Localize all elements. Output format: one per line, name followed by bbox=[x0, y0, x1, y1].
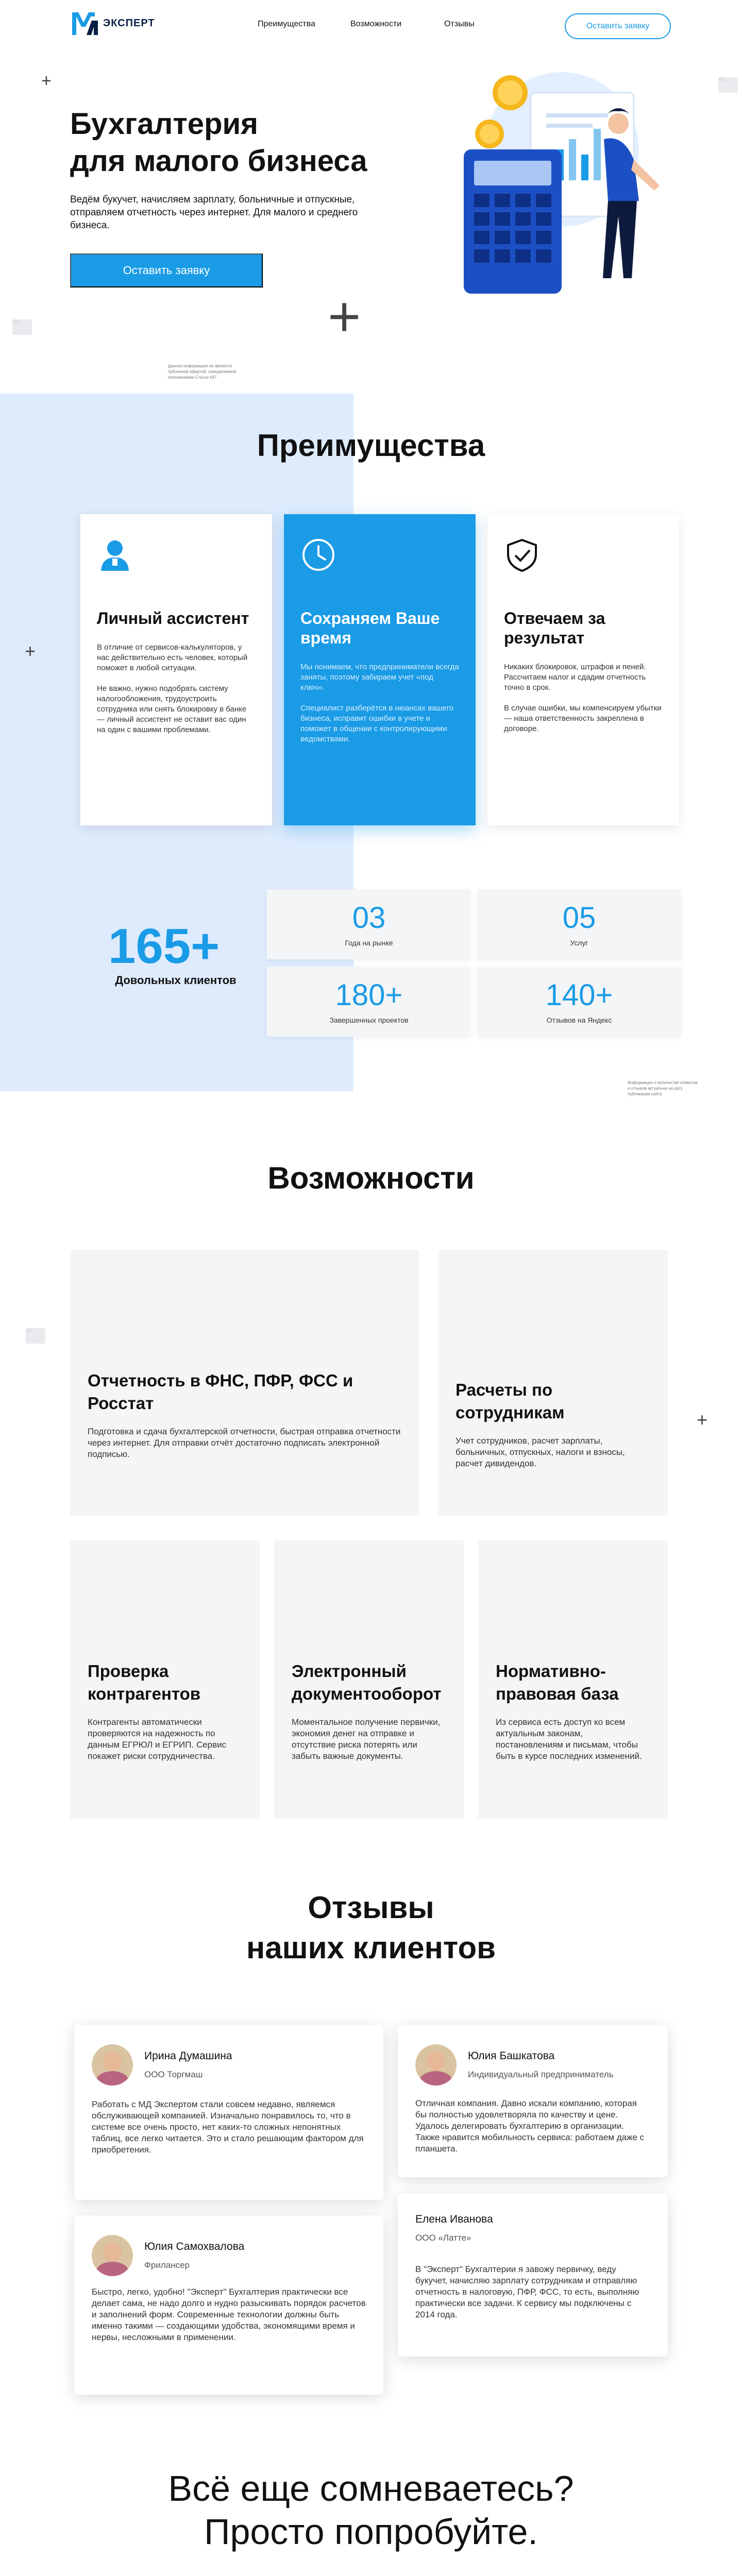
stat-label: Завершенных проектов bbox=[329, 1016, 409, 1024]
review-company: Фрилансер bbox=[144, 2260, 190, 2270]
folder-icon bbox=[718, 77, 738, 93]
feature-text: Учет сотрудников, расчет зарплаты, больничных, отпускных, налоги и взносы, расчет дивидендов. bbox=[456, 1436, 625, 1468]
feature-text: Подготовка и сдача бухгалтерской отчетности, быстрая отправка отчетности через интернет. Для отправки отчёт достаточно подписать электронной подписью. bbox=[88, 1427, 401, 1459]
person-icon bbox=[97, 537, 133, 573]
feature-text: Из сервиса есть доступ ко всем актуальным законам, постановлениям и письмам, чтобы быть в курсе последних изменений. bbox=[496, 1717, 642, 1761]
review-author: Елена Иванова bbox=[415, 2213, 493, 2225]
folder-icon bbox=[26, 1328, 45, 1344]
feature-title: Расчеты по сотрудникам bbox=[456, 1380, 565, 1422]
review-company: ООО Торгмаш bbox=[144, 2070, 203, 2079]
feature-card-counterparties bbox=[70, 1540, 260, 1819]
advantage-text: Никаких блокировок, штрафов и пеней. Рассчитаем налог и сдадим отчетность точно в срок. bbox=[504, 663, 646, 692]
advantage-title: Сохраняем Ваше время bbox=[300, 609, 440, 647]
review-card bbox=[74, 2215, 383, 2395]
review-card bbox=[398, 2194, 668, 2357]
reviews-title-line2: наших клиентов bbox=[246, 1930, 496, 1965]
advantage-card-time bbox=[284, 514, 476, 825]
advantage-text: В отличие от сервисов-калькуляторов, у нас действительно есть человек, который поможет в любой ситуации. bbox=[97, 643, 248, 672]
plus-decoration: + bbox=[328, 285, 361, 348]
reviews-title bbox=[0, 1888, 742, 1968]
feature-card-edo bbox=[274, 1540, 464, 1819]
review-company: ООО «Латте» bbox=[415, 2233, 471, 2243]
advantage-text: Не важно, нужно подобрать систему налогообложения, трудоустроить сотрудника или снять блокировку в банке — личный ассистент не оставит вас один на один с вашими проблемами. bbox=[97, 684, 247, 734]
feature-title: Отчетность в ФНС, ПФР, ФСС и Росстат bbox=[88, 1371, 353, 1413]
avatar bbox=[92, 2044, 133, 2086]
shield-check-icon bbox=[504, 537, 540, 573]
nav-item-advantages[interactable]: Преимущества bbox=[258, 20, 315, 28]
nav-item-reviews[interactable]: Отзывы bbox=[444, 20, 475, 28]
clock-icon bbox=[300, 537, 336, 573]
cta-title-line1: Всё еще сомневаетесь? bbox=[168, 2468, 574, 2509]
logo[interactable] bbox=[70, 9, 155, 37]
hero-small-note: Данная информация не является публичной офертой, определяемой положениями Статьи 437 bbox=[168, 364, 237, 380]
stat-label: Отзывов на Яндекс bbox=[546, 1016, 612, 1024]
nav-item-features[interactable]: Возможности bbox=[350, 20, 402, 28]
header-cta-button[interactable]: Оставить заявку bbox=[565, 13, 671, 39]
review-card bbox=[398, 2025, 668, 2177]
plus-decoration: + bbox=[25, 640, 36, 662]
avatar bbox=[92, 2235, 133, 2276]
feature-title: Нормативно-правовая база bbox=[496, 1662, 619, 1703]
stat-number: 05 bbox=[562, 901, 596, 935]
feature-text: Моментальное получение первички, экономия денег на отправке и отсутствие риска потерять или забыть важные документы. bbox=[292, 1717, 441, 1761]
advantages-title: Преимущества bbox=[257, 428, 485, 463]
review-author: Юлия Самохвалова bbox=[144, 2241, 245, 2252]
review-author: Юлия Башкатова bbox=[468, 2050, 555, 2062]
advantage-title: Личный ассистент bbox=[97, 609, 249, 628]
hero-title-line2: для малого бизнеса bbox=[70, 144, 367, 178]
clients-count: 165+ bbox=[108, 919, 220, 974]
review-text: Быстро, легко, удобно! "Эксперт" Бухгалтерия практически все делает сама, не надо долго и нудно разыскивать порядок расчетов и заполнений форм. Современные технологии должны быть именно такими — создающими удобства, экономящими время и нервы, несложными в применении. bbox=[92, 2287, 366, 2342]
review-company: Индивидуальный предприниматель bbox=[468, 2070, 614, 2079]
hero-title bbox=[70, 106, 367, 180]
stat-box bbox=[267, 967, 471, 1037]
hero-title-line1: Бухгалтерия bbox=[70, 107, 258, 141]
review-text: Работать с МД Экспертом стали совсем недавно, являемся обслуживающей компанией. Изначально понравилось то, что в системе все очень просто, нет каких-то сложных непонятных таблиц, все легко читается. Это и стало решающим фактором для приобретения. bbox=[92, 2099, 364, 2155]
stat-label: Услуг bbox=[570, 939, 588, 947]
advantage-text: Мы понимаем, что предприниматели всегда заняты, поэтому забираем учет «под ключ». bbox=[300, 663, 459, 692]
hero-lead: Ведём букучет, начисляем зарплату, больничные и отпускные, отправляем отчетность через интернет. Для малого и среднего бизнеса. bbox=[70, 194, 358, 231]
review-text: Отличная компания. Давно искали компанию, которая бы полностью удовлетворяла по качеству и цене. Удалось делегировать бухгалтерию в организации. Также нравится мобильность сервиса: работаем даже с планшета. bbox=[415, 2098, 645, 2154]
plus-decoration: + bbox=[697, 1409, 708, 1430]
cta-title bbox=[0, 2467, 742, 2553]
review-card bbox=[74, 2025, 383, 2200]
stat-number: 03 bbox=[352, 901, 386, 935]
review-text: В "Эксперт" Бухгалтерии я завожу первичку, веду букучет, начисляю зарплату сотрудникам и отправляю отчетность в налоговую, ПФР, ФСС, то есть, выполняю практически все задачи. К сервису мы подключены с 2014 года. bbox=[415, 2264, 639, 2319]
hero-cta-button[interactable]: Оставить заявку bbox=[70, 253, 263, 287]
plus-decoration: + bbox=[41, 71, 52, 91]
feature-card-payroll bbox=[438, 1250, 668, 1516]
logo-mark-icon bbox=[70, 9, 100, 37]
advantage-text: Специалист разберётся в нюансах вашего бизнеса, исправит ошибки в учете и поможет в общении с контролирующими ведомствами. bbox=[300, 704, 454, 743]
advantages-small-note: Информация о количестве клиентов и отзывов актуальна на дату публикации сайта bbox=[628, 1080, 698, 1096]
stat-box bbox=[477, 889, 681, 959]
folder-icon bbox=[12, 319, 32, 335]
review-author: Ирина Думашина bbox=[144, 2050, 232, 2062]
advantage-card-result bbox=[487, 514, 679, 825]
advantage-text: В случае ошибки, мы компенсируем убытки — наша ответственность закреплена в договоре. bbox=[504, 704, 662, 733]
feature-title: Электронный документооборот bbox=[292, 1662, 442, 1703]
reviews-title-line1: Отзывы bbox=[308, 1890, 434, 1925]
avatar bbox=[415, 2044, 457, 2086]
accounting-illustration bbox=[453, 72, 670, 299]
feature-card-legal-base bbox=[478, 1540, 668, 1819]
stat-number: 180+ bbox=[335, 978, 403, 1012]
stat-box bbox=[477, 967, 681, 1037]
feature-card-reporting bbox=[70, 1250, 419, 1516]
features-title: Возможности bbox=[267, 1161, 475, 1195]
stat-box bbox=[267, 889, 471, 959]
stat-number: 140+ bbox=[545, 978, 613, 1012]
feature-text: Контрагенты автоматически проверяются на надежность по данным ЕГРЮЛ и ЕГРИП. Сервис покажет риски сотрудничества. bbox=[88, 1717, 227, 1761]
logo-text: ЭКСПЕРТ bbox=[103, 17, 155, 29]
stat-label: Года на рынке bbox=[345, 939, 393, 947]
feature-title: Проверка контрагентов bbox=[88, 1662, 201, 1703]
advantage-card-assistant bbox=[80, 514, 272, 825]
advantage-title: Отвечаем за результат bbox=[504, 609, 605, 647]
cta-title-line2: Просто попробуйте. bbox=[204, 2512, 538, 2552]
clients-label: Довольных клиентов bbox=[115, 974, 237, 987]
